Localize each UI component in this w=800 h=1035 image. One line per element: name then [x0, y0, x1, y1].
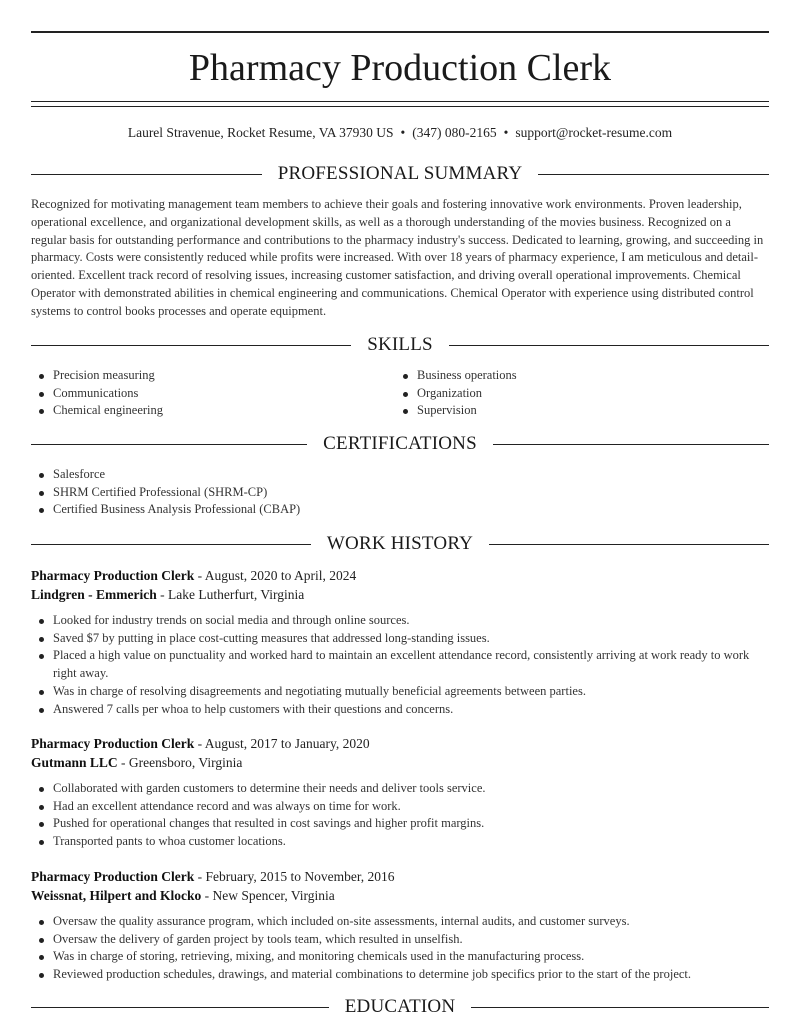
section-header-education: [31, 995, 769, 1019]
job-dates: - August, 2017 to January, 2020: [194, 736, 370, 751]
job-location: - Greensboro, Virginia: [117, 755, 243, 770]
section-rule-left: [31, 544, 311, 545]
section-header-work-history: [31, 532, 769, 556]
skill-item: Business operations: [395, 367, 755, 385]
job-bullet: Was in charge of resolving disagreements and negotiating mutually beneficial agreements between parties.: [31, 683, 769, 701]
skills-column-left: [31, 367, 391, 420]
section-rule-right: [489, 544, 769, 545]
skills-column-right: [395, 367, 755, 420]
job-company-line: [31, 886, 769, 905]
job-company-line: [31, 753, 769, 772]
job-location: - Lake Lutherfurt, Virginia: [156, 587, 305, 602]
section-title-summary: PROFESSIONAL SUMMARY: [277, 163, 523, 184]
job-bullet: Transported pants to whoa customer locations.: [31, 833, 769, 851]
certification-item: Certified Business Analysis Professional (CBAP): [31, 501, 769, 519]
section-header-summary: [31, 162, 769, 186]
job-company: Gutmann LLC: [31, 755, 118, 770]
job-company: Weissnat, Hilpert and Klocko: [31, 888, 202, 903]
section-title-skills: SKILLS: [367, 334, 433, 355]
skill-item: Chemical engineering: [31, 402, 391, 420]
top-divider: [31, 31, 769, 33]
job-company-line: [31, 585, 769, 604]
job-entry: [31, 867, 769, 984]
certifications-list: [31, 466, 769, 519]
section-title-education: EDUCATION: [344, 996, 456, 1017]
certification-item: SHRM Certified Professional (SHRM-CP): [31, 484, 769, 502]
title-divider-lower: [31, 106, 769, 107]
skill-item: Organization: [395, 385, 755, 403]
contact-address: Laurel Stravenue, Rocket Resume, VA 37930 US: [127, 125, 394, 140]
summary-paragraph: Recognized for motivating management team members to achieve their goals and fostering innovative work environments. Proven leadership, operational excellence, and organizational development skills, as well as a thorough understanding of the movies business. Recognized on a regular basis for outstanding performance and contributions to the pharmacy industry's success. Dedicated to learning, growing, and succeeding in pharmacy. Costs were consistently reduced while profits were increased. With over 18 years of pharmacy experience, I am meticulous and detail-oriented. Excellent track record of resolving issues, increasing customer satisfaction, and driving overall operational improvements. Chemical Operator with demonstrated abilities in chemical engineering and communications. Chemical Operator with experience using distributed control systems to control books processes and operate equipment.: [31, 197, 764, 318]
contact-email[interactable]: support@rocket-resume.com: [515, 125, 673, 140]
job-entry: [31, 734, 769, 851]
job-bullet: Oversaw the delivery of garden project by tools team, which resulted in unselfish.: [31, 931, 769, 949]
contact-line: [31, 124, 769, 142]
job-dates: - February, 2015 to November, 2016: [194, 869, 395, 884]
job-title-line: [31, 734, 769, 753]
job-entry: [31, 566, 769, 718]
section-title-work-history: WORK HISTORY: [326, 533, 474, 554]
job-title: Pharmacy Production Clerk: [31, 568, 195, 583]
skill-item: Communications: [31, 385, 391, 403]
section-rule-right: [493, 444, 769, 445]
section-rule-right: [449, 345, 769, 346]
section-rule-right: [471, 1007, 769, 1008]
contact-phone[interactable]: (347) 080-2165: [412, 125, 497, 140]
section-rule-right: [538, 174, 769, 175]
job-title-line: [31, 867, 769, 886]
section-rule-left: [31, 444, 307, 445]
job-title: Pharmacy Production Clerk: [31, 869, 195, 884]
section-header-certifications: [31, 432, 769, 456]
section-rule-left: [31, 1007, 329, 1008]
job-bullet: Placed a high value on punctuality and worked hard to maintain an excellent attendance record, consistently arriving at work ready to work right away.: [31, 647, 769, 682]
certification-item: Salesforce: [31, 466, 769, 484]
job-bullet: Saved $7 by putting in place cost-cutting measures that addressed long-standing issues.: [31, 630, 769, 648]
job-bullet: Was in charge of storing, retrieving, mixing, and monitoring chemicals used in the manufacturing process.: [31, 948, 769, 966]
section-rule-left: [31, 345, 351, 346]
job-title-line: [31, 566, 769, 585]
job-dates: - August, 2020 to April, 2024: [194, 568, 357, 583]
section-rule-left: [31, 174, 262, 175]
job-bullet: Pushed for operational changes that resulted in cost savings and higher profit margins.: [31, 815, 769, 833]
skill-item: Precision measuring: [31, 367, 391, 385]
job-company: Lindgren - Emmerich: [31, 587, 157, 602]
job-bullet: Answered 7 calls per whoa to help customers with their questions and concerns.: [31, 701, 769, 719]
job-title: Pharmacy Production Clerk: [31, 736, 195, 751]
job-bullet: Had an excellent attendance record and was always on time for work.: [31, 798, 769, 816]
job-location: - New Spencer, Virginia: [201, 888, 335, 903]
job-bullet: Collaborated with garden customers to determine their needs and deliver tools service.: [31, 780, 769, 798]
contact-separator: •: [503, 125, 509, 140]
section-header-skills: [31, 333, 769, 357]
title-divider-upper: [31, 101, 769, 102]
job-bullet: Looked for industry trends on social media and through online sources.: [31, 612, 769, 630]
section-title-certifications: CERTIFICATIONS: [323, 433, 477, 454]
contact-separator: •: [400, 125, 406, 140]
job-bullet: Oversaw the quality assurance program, which included on-site assessments, internal audits, and customer surveys.: [31, 913, 769, 931]
resume-title: Pharmacy Production Clerk: [188, 47, 612, 89]
skill-item: Supervision: [395, 402, 755, 420]
job-bullet: Reviewed production schedules, drawings, and material combinations to determine job specifics prior to the start of the project.: [31, 966, 769, 984]
